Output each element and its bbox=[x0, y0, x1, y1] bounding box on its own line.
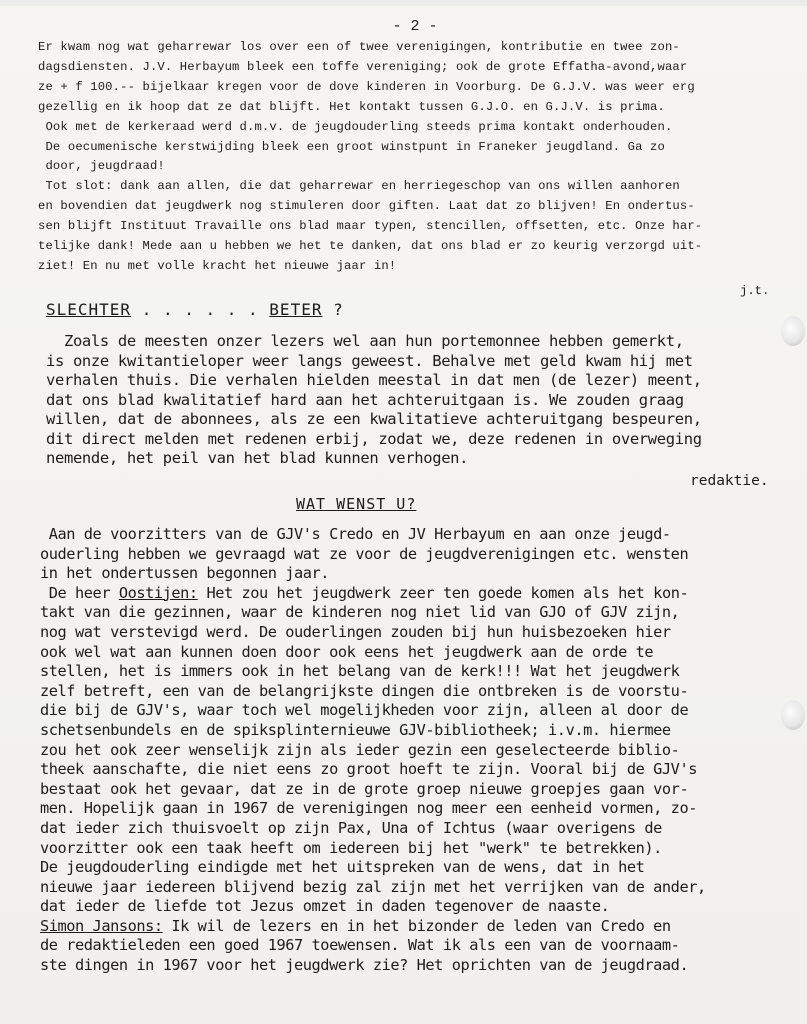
text-line: die bij de GJV's, waar toch wel mogelijkheden voor zijn, alleen al door de bbox=[40, 701, 689, 720]
text-line: dat ons blad kwalitatief hard aan het achteruitgaan is. We zouden graag bbox=[46, 390, 684, 409]
heading-word-beter: BETER bbox=[269, 300, 323, 319]
text-line: ste dingen in 1967 voor het jeugdwerk zie? Het oprichten van de jeugdraad. bbox=[40, 956, 689, 975]
text-line: is onze kwitantieloper weer langs geweest. Behalve met geld kwam hij met bbox=[46, 351, 693, 370]
speaker2-first-line: Ik wil de lezers en in het bizonder de leden van Credo en bbox=[162, 916, 671, 935]
intro-text bbox=[38, 38, 798, 277]
text-line: dit direct melden met redenen erbij, zodat we, deze redenen in overweging bbox=[46, 429, 702, 448]
page-top-edge bbox=[0, 0, 807, 6]
text-line: voorzitter ook een taak heeft om iedereen bij het "werk" te betrekken). bbox=[40, 838, 662, 857]
text-line: Tot slot: dank aan allen, die dat geharrewar en herriegeschop van ons willen aanhoren bbox=[38, 179, 680, 194]
text-line: gezellig en ik hoop dat ze dat blijft. Het kontakt tussen G.J.O. en G.J.V. is prima. bbox=[38, 99, 665, 114]
text-line: de redaktieleden een goed 1967 toewensen. Wat ik als een van de voornaam- bbox=[40, 936, 680, 955]
text-line: door, jeugdraad! bbox=[38, 159, 165, 174]
text-line: telijke dank! Mede aan u hebben we het te danken, dat ons blad er zo keurig verzorgd uit- bbox=[38, 239, 703, 254]
text-line: Ook met de kerkeraad werd d.m.v. de jeugdouderling steeds prima kontakt onderhouden. bbox=[38, 119, 673, 134]
speaker1-first-line: Het zou het jeugdwerk zeer ten goede komen als het kon- bbox=[197, 583, 689, 602]
text-line: nemende, het peil van het blad kunnen verhogen. bbox=[46, 449, 469, 467]
text-line: De jeugdouderling eindigde met het uitspreken van de wens, dat in het bbox=[40, 858, 645, 877]
text-line: nieuwe jaar iedereen blijvend bezig zal zijn met het verrijken van de ander, bbox=[40, 877, 706, 896]
page-number: - 2 - bbox=[392, 18, 438, 35]
section2-body bbox=[40, 525, 800, 976]
binder-hole bbox=[781, 316, 805, 346]
text-line: in het ondertussen begonnen jaar. bbox=[40, 564, 330, 583]
speaker2-line bbox=[40, 917, 800, 937]
heading-question: ? bbox=[322, 300, 344, 319]
heading-word-slechter: SLECHTER bbox=[46, 300, 132, 319]
heading-dots: . . . . . . bbox=[131, 300, 270, 319]
binder-hole bbox=[781, 700, 805, 730]
text-line: en bovendien dat jeugdwerk nog stimuleren door giften. Laat dat zo blijven! En ondertus- bbox=[38, 199, 695, 214]
text-line: zou het ook zeer wenselijk zijn als ieder gezin een geselecteerde biblio- bbox=[40, 740, 680, 759]
speaker1-line bbox=[40, 584, 800, 604]
text-line: schetsenbundels en de spiksplinternieuwe GJV-bibliotheek; i.v.m. hiermee bbox=[40, 720, 671, 739]
section1-body bbox=[46, 332, 786, 469]
text-line: takt van die gezinnen, waar de kinderen nog niet lid van GJO of GJV zijn, bbox=[40, 603, 680, 622]
section1-signature: redaktie. bbox=[690, 473, 769, 489]
text-line: ouderling hebben we gevraagd wat ze voor de jeugdverenigingen etc. wensten bbox=[40, 544, 689, 563]
text-line: dagsdiensten. J.V. Herbayum bleek een toffe vereniging; ook de grote Effatha-avond,waar bbox=[38, 59, 688, 74]
speaker1-statement bbox=[40, 603, 800, 917]
text-line: dat ieder zich thuisvoelt op zijn Pax, Una of Ichtus (waar overigens de bbox=[40, 818, 662, 837]
speaker2-statement bbox=[40, 936, 800, 975]
text-line: Aan de voorzitters van de GJV's Credo en JV Herbayum en aan onze jeugd- bbox=[40, 525, 671, 543]
text-line: nog wat verstevigd werd. De ouderlingen zouden bij hun huisbezoeken hier bbox=[40, 622, 671, 641]
text-line: De oecumenische kerstwijding bleek een groot winstpunt in Franeker jeugdland. Ga zo bbox=[38, 139, 665, 154]
text-line: men. Hopelijk gaan in 1967 de verenigingen nog meer een eenheid vormen, zo- bbox=[40, 799, 697, 818]
text-line: Er kwam nog wat geharrewar los over een of twee verenigingen, kontributie en twee zon- bbox=[38, 40, 680, 54]
text-line: ook wel wat aan kunnen doen door ook eens het jeugdwerk aan de orde te bbox=[40, 642, 654, 661]
section-heading-wat-wenst-u: WAT WENST U? bbox=[296, 495, 417, 513]
speaker2-name: Simon Jansons: bbox=[40, 916, 163, 935]
text-line: verhalen thuis. Die verhalen hielden meestal in dat men (de lezer) meent, bbox=[46, 371, 702, 389]
text-line: sen blijft Instituut Travaille ons blad maar typen, stencillen, offsetten, etc. Onze har- bbox=[38, 219, 703, 234]
section-heading-slechter-beter bbox=[46, 300, 344, 319]
text-line: ziet! En nu met volle kracht het nieuwe jaar in! bbox=[38, 258, 397, 273]
text-line: Zoals de meesten onzer lezers wel aan hun portemonnee hebben gemerkt, bbox=[46, 332, 684, 350]
section2-intro bbox=[40, 525, 800, 584]
text-line: bestaat ook het gevaar, dat ze in de grote groep nieuwe groepjes gaan vor- bbox=[40, 779, 689, 798]
speaker1-name: Oostijen: bbox=[118, 583, 198, 602]
text-line: theek aanschafte, die niet eens zo groot hoeft te zijn. Vooral bij de GJV's bbox=[40, 760, 697, 779]
text-line: willen, dat de abonnees, als ze een kwalitatieve achteruitgang bespeuren, bbox=[46, 410, 702, 428]
text-line: dat ieder de liefde tot Jezus omzet in daden tegenover de naaste. bbox=[40, 897, 610, 916]
intro-signature: j.t. bbox=[740, 284, 770, 298]
speaker1-prefix: De heer bbox=[40, 583, 119, 602]
text-line: ze + f 100.-- bijelkaar kregen voor de dove kinderen in Voorburg. De G.J.V. was weer erg bbox=[38, 79, 695, 94]
text-line: stellen, het is immers ook in het belang van de kerk!!! Wat het jeugdwerk bbox=[40, 662, 680, 681]
text-line: zelf betreft, een van de belangrijkste dingen die ontbreken is de voorstu- bbox=[40, 681, 689, 700]
